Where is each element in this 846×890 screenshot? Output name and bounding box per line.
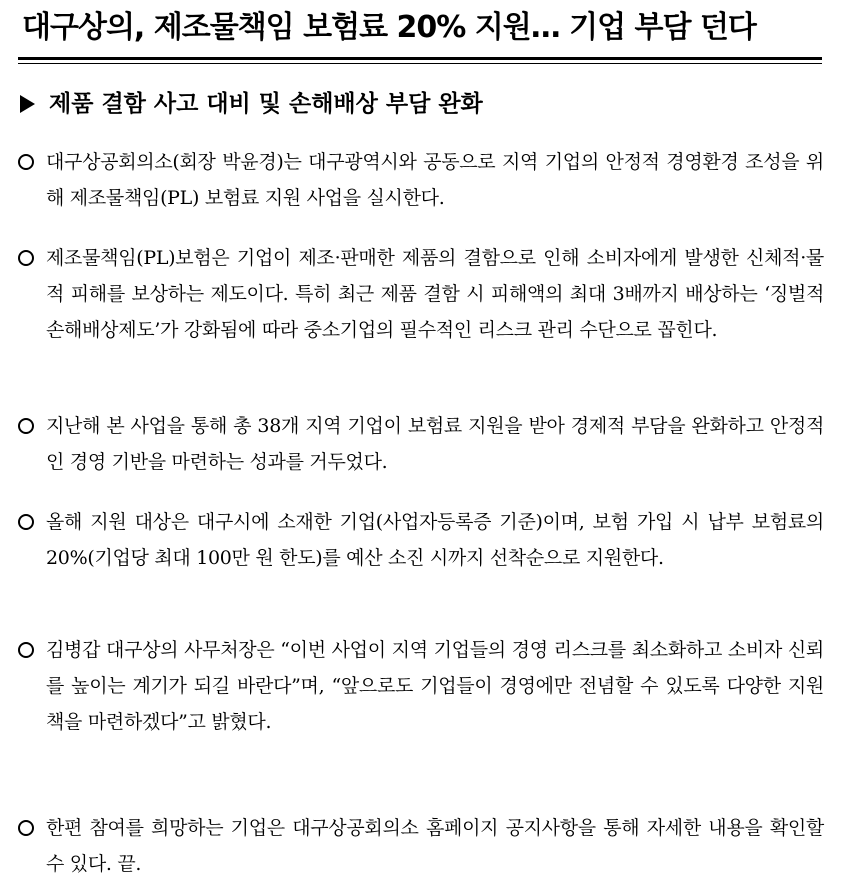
document-title: 대구상의, 제조물책임 보험료 20% 지원… 기업 부담 던다	[22, 10, 756, 45]
triangle-bullet-icon	[20, 95, 35, 113]
circle-bullet-icon	[18, 820, 34, 836]
paragraph-1	[18, 144, 824, 216]
paragraph-2-text: 제조물책임(PL)보험은 기업이 제조·판매한 제품의 결함으로 인해 소비자에게 발생한 신체적·물적 피해를 보상하는 제도이다. 특히 최근 제품 결함 시 피해액의 최대 3배까지 배상하는 ‘징벌적 손해배상제도’가 강화됨에 따라 중소기업의 필수적인 리스크 관리 수단으로 꼽힌다.	[46, 247, 824, 341]
paragraph-3-text: 지난해 본 사업을 통해 총 38개 지역 기업이 보험료 지원을 받아 경제적 부담을 완화하고 안정적인 경영 기반을 마련하는 성과를 거두었다.	[46, 415, 824, 473]
document-subtitle	[20, 84, 483, 124]
paragraph-1-text: 대구상공회의소(회장 박윤경)는 대구광역시와 공동으로 지역 기업의 안정적 경영환경 조성을 위해 제조물책임(PL) 보험료 지원 사업을 실시한다.	[46, 151, 824, 209]
paragraph-4	[18, 504, 824, 576]
paragraph-2	[18, 240, 824, 348]
paragraph-5	[18, 632, 824, 740]
subtitle-text: 제품 결함 사고 대비 및 손해배상 부담 완화	[49, 91, 483, 117]
paragraph-5-text: 김병갑 대구상의 사무처장은 “이번 사업이 지역 기업들의 경영 리스크를 최소화하고 소비자 신뢰를 높이는 계기가 되길 바란다”며, “앞으로도 기업들이 경영에만 전념할 수 있도록 다양한 지원책을 마련하겠다”고 밝혔다.	[46, 639, 824, 733]
title-rule-thick	[18, 57, 822, 60]
paragraph-3	[18, 408, 824, 480]
circle-bullet-icon	[18, 154, 34, 170]
title-rule-thin	[18, 63, 822, 64]
circle-bullet-icon	[18, 250, 34, 266]
paragraph-4-text: 올해 지원 대상은 대구시에 소재한 기업(사업자등록증 기준)이며, 보험 가입 시 납부 보험료의 20%(기업당 최대 100만 원 한도)를 예산 소진 시까지 선착순으로 지원한다.	[46, 511, 824, 569]
paragraph-6	[18, 810, 824, 882]
circle-bullet-icon	[18, 418, 34, 434]
circle-bullet-icon	[18, 642, 34, 658]
circle-bullet-icon	[18, 514, 34, 530]
paragraph-6-text: 한편 참여를 희망하는 기업은 대구상공회의소 홈페이지 공지사항을 통해 자세한 내용을 확인할 수 있다. 끝.	[46, 817, 824, 875]
